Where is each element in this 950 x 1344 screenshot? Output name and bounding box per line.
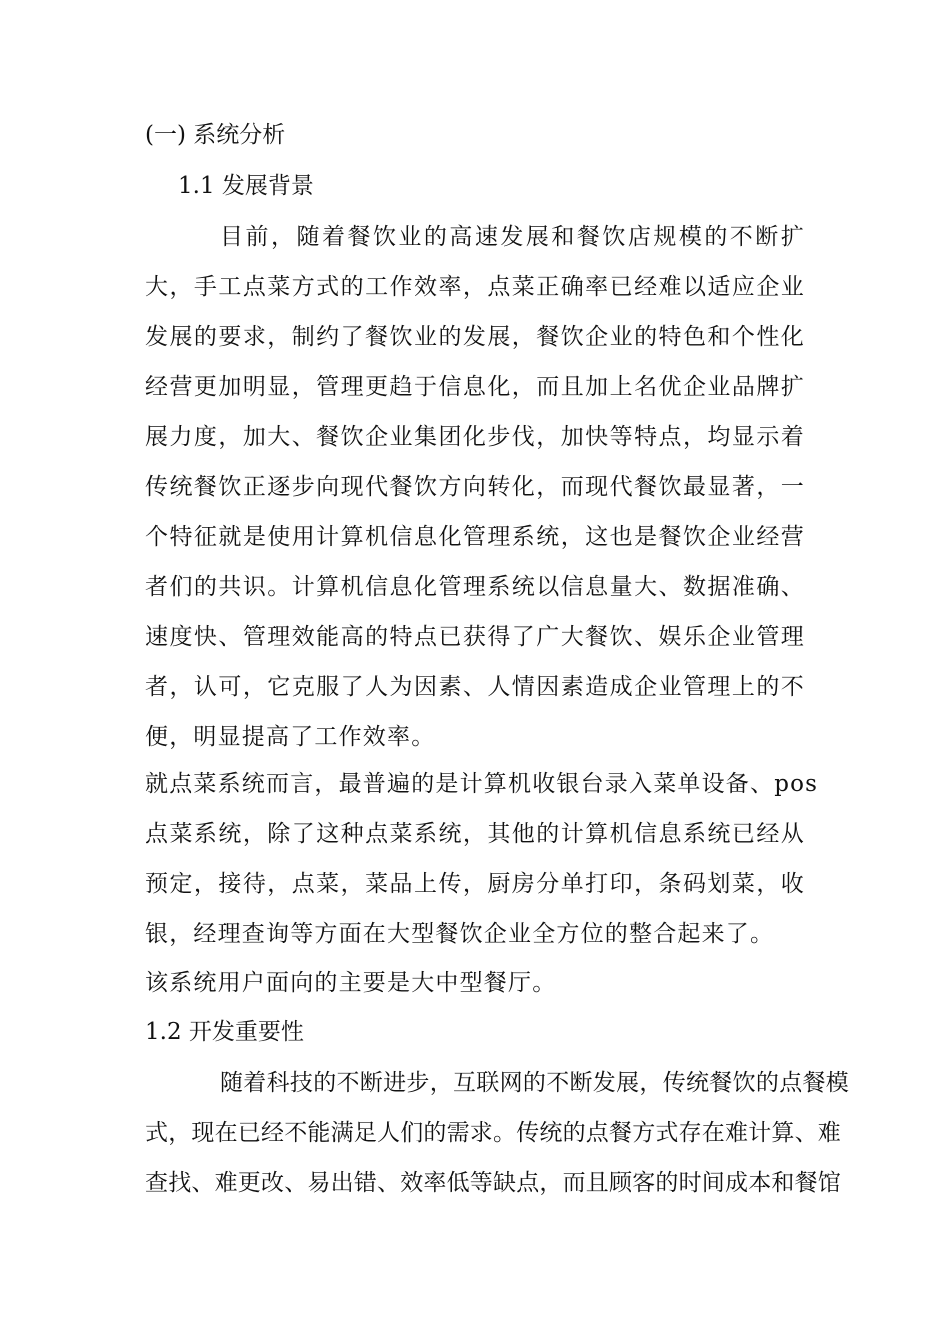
paragraph-line: 个特征就是使用计算机信息化管理系统，这也是餐饮企业经营 [145,524,805,550]
paragraph-line: 大，手工点菜方式的工作效率，点菜正确率已经难以适应企业 [145,274,805,300]
paragraph-line: 目前，随着餐饮业的高速发展和餐饮店规模的不断扩 [220,224,805,250]
paragraph-line: 速度快、管理效能高的特点已获得了广大餐饮、娱乐企业管理 [145,624,805,650]
paragraph-line: 查找、难更改、易出错、效率低等缺点，而且顾客的时间成本和餐馆 [145,1170,841,1196]
paragraph-line: 点菜系统，除了这种点菜系统，其他的计算机信息系统已经从 [145,821,805,847]
paragraph-line: 预定，接待，点菜，菜品上传，厨房分单打印，条码划菜，收 [145,871,805,897]
paragraph-line: 便，明显提高了工作效率。 [145,724,436,750]
paragraph-line: 随着科技的不断进步，互联网的不断发展，传统餐饮的点餐模 [220,1070,850,1096]
paragraph-line: 该系统用户面向的主要是大中型餐厅。 [145,970,557,996]
paragraph-line: 传统餐饮正逐步向现代餐饮方向转化，而现代餐饮最显著，一 [145,474,805,500]
paragraph-line: 发展的要求，制约了餐饮业的发展，餐饮企业的特色和个性化 [145,324,805,350]
paragraph-line: 经营更加明显，管理更趋于信息化，而且加上名优企业品牌扩 [145,374,805,400]
section-heading: (一) 系统分析 [145,122,286,148]
paragraph-line: 者，认可，它克服了人为因素、人情因素造成企业管理上的不 [145,674,805,700]
paragraph-line: 银，经理查询等方面在大型餐饮企业全方位的整合起来了。 [145,921,775,947]
paragraph-line: 者们的共识。计算机信息化管理系统以信息量大、数据准确、 [145,574,805,600]
paragraph-line: 式，现在已经不能满足人们的需求。传统的点餐方式存在难计算、难 [145,1120,841,1146]
subsection-heading-1-1: 1.1 发展背景 [178,173,314,199]
paragraph-line: 展力度，加大、餐饮企业集团化步伐，加快等特点，均显示着 [145,424,805,450]
paragraph-line: 就点菜系统而言，最普遍的是计算机收银台录入菜单设备、pos [145,771,819,797]
subsection-heading-1-2: 1.2 开发重要性 [145,1019,304,1045]
